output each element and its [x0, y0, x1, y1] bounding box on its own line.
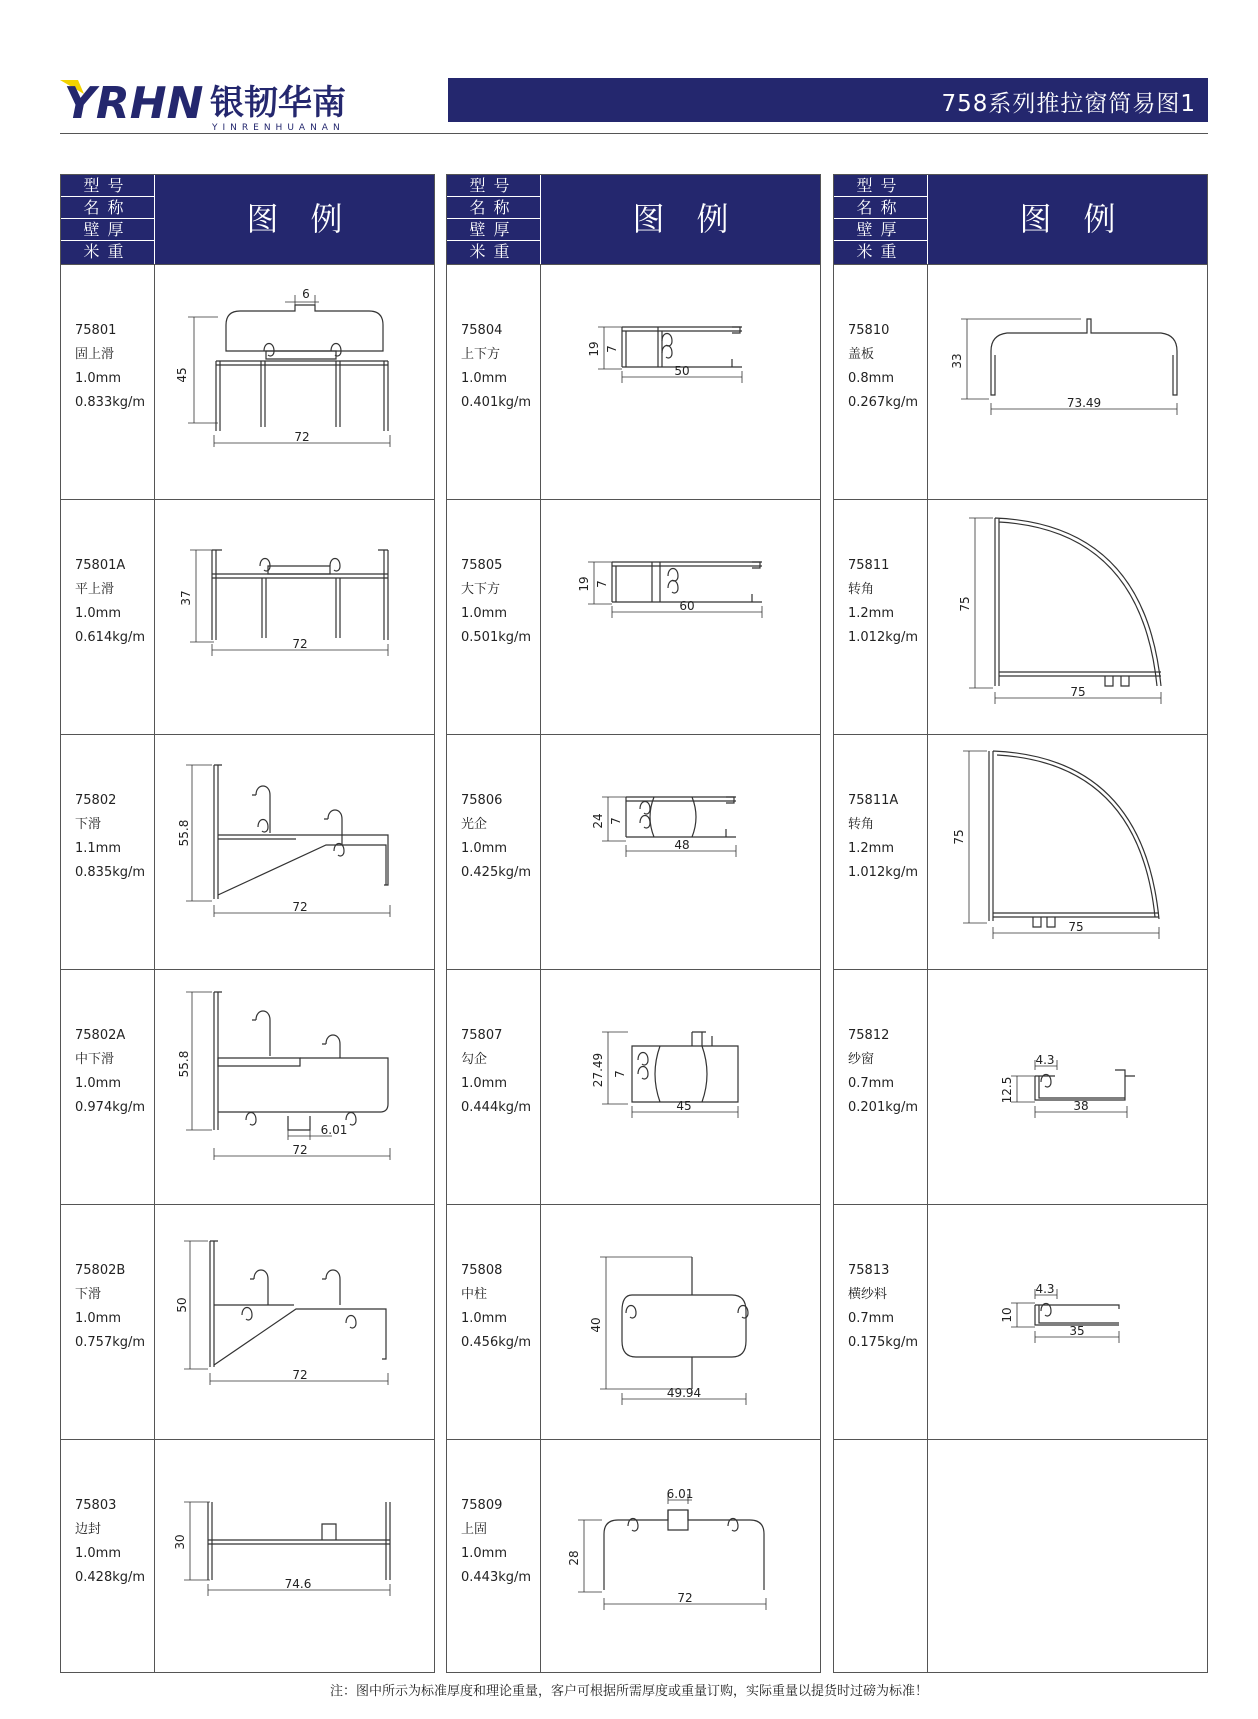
header-label: 名称	[447, 197, 540, 219]
profile-model: 75808	[461, 1263, 503, 1278]
profile-table-column-1	[60, 174, 435, 1673]
profile-info	[848, 554, 928, 650]
profile-name: 中下滑	[75, 1052, 115, 1067]
profile-thickness: 0.7mm	[848, 1311, 895, 1326]
profile-model: 75802A	[75, 1028, 126, 1043]
profile-info	[848, 1494, 928, 1590]
dimension-label: 60	[679, 599, 695, 613]
profile-thickness: 1.0mm	[461, 371, 508, 386]
profile-info	[848, 1024, 928, 1120]
profile-weight: 0.501kg/m	[461, 630, 532, 645]
dimension-label: 72	[677, 1591, 693, 1605]
profile-model	[848, 1494, 928, 1518]
profile-model: 75807	[461, 1028, 503, 1043]
dimension-label: 75	[958, 596, 972, 612]
profile-row	[447, 1439, 820, 1674]
header-label: 名称	[834, 197, 927, 219]
profile-name: 光企	[461, 817, 488, 832]
profile-name: 下滑	[75, 817, 102, 832]
header-title: 图例	[1019, 200, 1148, 238]
profile-info	[848, 789, 928, 885]
profile-weight: 0.456kg/m	[461, 1335, 532, 1350]
profile-row	[61, 734, 434, 969]
profile-name: 下滑	[75, 1287, 102, 1302]
profile-name: 横纱料	[848, 1287, 888, 1302]
profile-info	[461, 554, 541, 650]
dimension-label: 40	[589, 1317, 603, 1333]
profile-weight: 0.835kg/m	[75, 865, 146, 880]
profile-weight: 0.833kg/m	[75, 395, 146, 410]
profile-weight: 0.757kg/m	[75, 1335, 146, 1350]
profile-row	[834, 1204, 1207, 1439]
dimension-label: 19	[587, 341, 601, 357]
profile-drawing	[542, 970, 820, 1203]
header-label: 型号	[834, 175, 927, 197]
dimension-label: 72	[292, 1368, 308, 1382]
profile-model: 75811	[848, 558, 890, 573]
dimension-label: 50	[674, 364, 690, 378]
title-bar	[448, 78, 1208, 122]
dimension-label: 7	[609, 817, 623, 825]
profile-drawing	[929, 500, 1207, 733]
profile-name: 中柱	[461, 1287, 488, 1302]
profile-model: 75801	[75, 323, 117, 338]
dimension-label: 10	[1000, 1307, 1014, 1323]
profile-model: 75809	[461, 1498, 503, 1513]
profile-info	[75, 1494, 155, 1590]
logo-chinese: 银韧华南	[210, 83, 346, 123]
header-label: 壁厚	[447, 219, 540, 241]
dimension-label: 73.49	[1066, 396, 1102, 410]
header-field-labels	[61, 175, 154, 264]
profile-model: 75802B	[75, 1263, 126, 1278]
profile-drawing	[156, 1205, 434, 1438]
profile-info	[75, 789, 155, 885]
dimension-label: 38	[1073, 1099, 1089, 1113]
profile-name: 边封	[75, 1522, 102, 1537]
profile-row	[447, 264, 820, 499]
dimension-label: 35	[1069, 1324, 1085, 1338]
profile-weight: 0.974kg/m	[75, 1100, 146, 1115]
profile-info	[461, 1494, 541, 1590]
dimension-label: 4.3	[1035, 1053, 1055, 1067]
profile-weight: 1.012kg/m	[848, 865, 919, 880]
profile-thickness: 1.0mm	[461, 1076, 508, 1091]
dimension-label: 72	[292, 900, 308, 914]
profile-thickness: 1.0mm	[75, 371, 122, 386]
dimension-label: 45	[175, 367, 189, 383]
profile-drawing	[156, 1440, 434, 1673]
table-header	[61, 175, 434, 264]
profile-weight: 1.012kg/m	[848, 630, 919, 645]
dimension-label: 55.8	[177, 819, 191, 847]
profile-row	[447, 499, 820, 734]
dimension-label: 49.94	[666, 1386, 702, 1400]
header-title: 图例	[632, 200, 761, 238]
profile-info	[75, 554, 155, 650]
profile-drawing	[929, 1205, 1207, 1438]
profile-name: 大下方	[461, 582, 501, 597]
profile-thickness: 1.0mm	[75, 1311, 122, 1326]
dimension-label: 33	[950, 353, 964, 369]
profile-row	[834, 969, 1207, 1204]
profile-name: 上下方	[461, 347, 501, 362]
header-divider	[60, 133, 1208, 134]
profile-row	[61, 264, 434, 499]
profile-name: 纱窗	[848, 1052, 875, 1067]
header-title: 图例	[246, 200, 375, 238]
profile-model: 75801A	[75, 558, 126, 573]
dimension-label: 28	[567, 1550, 581, 1566]
profile-model: 75804	[461, 323, 503, 338]
profile-thickness: 0.8mm	[848, 371, 895, 386]
dimension-label: 74.6	[284, 1577, 312, 1591]
dimension-label: 27.49	[591, 1052, 605, 1088]
profile-row	[834, 1439, 1207, 1674]
profile-name: 盖板	[848, 347, 875, 362]
profile-table-column-2	[446, 174, 821, 1673]
profile-info	[848, 1259, 928, 1355]
profile-info	[461, 789, 541, 885]
profile-row	[447, 1204, 820, 1439]
profile-model: 75802	[75, 793, 117, 808]
profile-info	[75, 319, 155, 415]
header-label: 壁厚	[61, 219, 154, 241]
profile-row	[61, 969, 434, 1204]
profile-drawing	[156, 970, 434, 1203]
header-label: 米重	[856, 242, 905, 261]
dimension-label: 6.01	[320, 1123, 348, 1137]
profile-weight	[848, 1566, 928, 1590]
profile-drawing	[929, 265, 1207, 498]
dimension-label: 7	[613, 1070, 627, 1078]
header-label: 壁厚	[834, 219, 927, 241]
profile-thickness: 1.0mm	[461, 606, 508, 621]
profile-model: 75810	[848, 323, 890, 338]
dimension-label: 7	[595, 580, 609, 588]
footnote: 注：图中所示为标准厚度和理论重量，客户可根据所需厚度或重量订购，实际重量以提货时过磅为标准！	[329, 1684, 928, 1699]
profile-drawing	[542, 500, 820, 733]
dimension-label: 30	[173, 1534, 187, 1550]
dimension-label: 12.5	[1000, 1076, 1014, 1104]
table-header	[447, 175, 820, 264]
profile-thickness: 1.0mm	[75, 1076, 122, 1091]
profile-name: 转角	[848, 582, 875, 597]
header-label: 米重	[469, 242, 518, 261]
profile-drawing	[929, 1440, 1207, 1673]
logo-letters: YRHN	[64, 78, 204, 129]
dimension-label: 75	[1068, 920, 1084, 934]
header-field-labels	[834, 175, 927, 264]
profile-name: 平上滑	[75, 582, 115, 597]
profile-name: 转角	[848, 817, 875, 832]
header-label: 米重	[83, 242, 132, 261]
profile-name: 固上滑	[75, 347, 115, 362]
profile-weight: 0.425kg/m	[461, 865, 532, 880]
profile-weight: 0.401kg/m	[461, 395, 532, 410]
dimension-label: 24	[591, 813, 605, 829]
profile-info	[75, 1024, 155, 1120]
dimension-label: 19	[577, 576, 591, 592]
profile-model: 75805	[461, 558, 503, 573]
dimension-label: 50	[175, 1297, 189, 1313]
profile-name: 上固	[461, 1522, 488, 1537]
profile-model: 75812	[848, 1028, 890, 1043]
dimension-label: 75	[1070, 685, 1086, 699]
profile-row	[834, 734, 1207, 969]
profile-name	[848, 1518, 928, 1542]
dimension-label: 72	[292, 1143, 308, 1157]
dimension-label: 37	[179, 590, 193, 606]
profile-weight: 0.201kg/m	[848, 1100, 919, 1115]
profile-info	[848, 319, 928, 415]
header-field-labels	[447, 175, 540, 264]
dimension-label: 45	[676, 1099, 692, 1113]
profile-row	[834, 264, 1207, 499]
profile-row	[61, 1204, 434, 1439]
profile-drawing	[156, 265, 434, 498]
dimension-label: 6	[302, 287, 310, 301]
profile-thickness: 1.0mm	[461, 1546, 508, 1561]
profile-model: 75813	[848, 1263, 890, 1278]
table-header	[834, 175, 1207, 264]
dimension-label: 72	[294, 430, 310, 444]
profile-weight: 0.175kg/m	[848, 1335, 919, 1350]
profile-weight: 0.267kg/m	[848, 395, 919, 410]
dimension-label: 72	[292, 637, 308, 651]
profile-row	[61, 1439, 434, 1674]
profile-weight: 0.428kg/m	[75, 1570, 146, 1585]
profile-thickness: 0.7mm	[848, 1076, 895, 1091]
profile-row	[447, 734, 820, 969]
profile-model: 75806	[461, 793, 503, 808]
profile-row	[834, 499, 1207, 734]
logo-pinyin: YINRENHUANAN	[212, 123, 345, 132]
profile-thickness	[848, 1542, 928, 1566]
profile-row	[447, 969, 820, 1204]
profile-thickness: 1.0mm	[75, 606, 122, 621]
profile-drawing	[542, 1205, 820, 1438]
profile-drawing	[929, 735, 1207, 968]
profile-thickness: 1.1mm	[75, 841, 122, 856]
profile-drawing	[156, 500, 434, 733]
profile-drawing	[156, 735, 434, 968]
profile-drawing	[542, 1440, 820, 1673]
profile-info	[461, 1024, 541, 1120]
profile-thickness: 1.0mm	[461, 1311, 508, 1326]
profile-model: 75811A	[848, 793, 899, 808]
profile-name: 勾企	[461, 1052, 488, 1067]
dimension-label: 48	[674, 838, 690, 852]
profile-model: 75803	[75, 1498, 117, 1513]
profile-thickness: 1.0mm	[461, 841, 508, 856]
profile-info	[75, 1259, 155, 1355]
dimension-label: 6.01	[666, 1487, 694, 1501]
profile-table-column-3	[833, 174, 1208, 1673]
header-label: 名称	[61, 197, 154, 219]
dimension-label: 55.8	[177, 1050, 191, 1078]
dimension-label: 4.3	[1035, 1282, 1055, 1296]
profile-weight: 0.443kg/m	[461, 1570, 532, 1585]
profile-thickness: 1.0mm	[75, 1546, 122, 1561]
dimension-label: 7	[605, 345, 619, 353]
profile-info	[461, 1259, 541, 1355]
dimension-label: 75	[952, 829, 966, 845]
profile-weight: 0.444kg/m	[461, 1100, 532, 1115]
profile-thickness: 1.2mm	[848, 606, 895, 621]
profile-drawing	[929, 970, 1207, 1203]
page-title: 758系列推拉窗简易图1	[941, 91, 1196, 117]
profile-row	[61, 499, 434, 734]
header-label: 型号	[447, 175, 540, 197]
profile-weight: 0.614kg/m	[75, 630, 146, 645]
profile-info	[461, 319, 541, 415]
header-label: 型号	[61, 175, 154, 197]
profile-drawing	[542, 265, 820, 498]
profile-drawing	[542, 735, 820, 968]
profile-thickness: 1.2mm	[848, 841, 895, 856]
brand-logo	[60, 72, 440, 132]
